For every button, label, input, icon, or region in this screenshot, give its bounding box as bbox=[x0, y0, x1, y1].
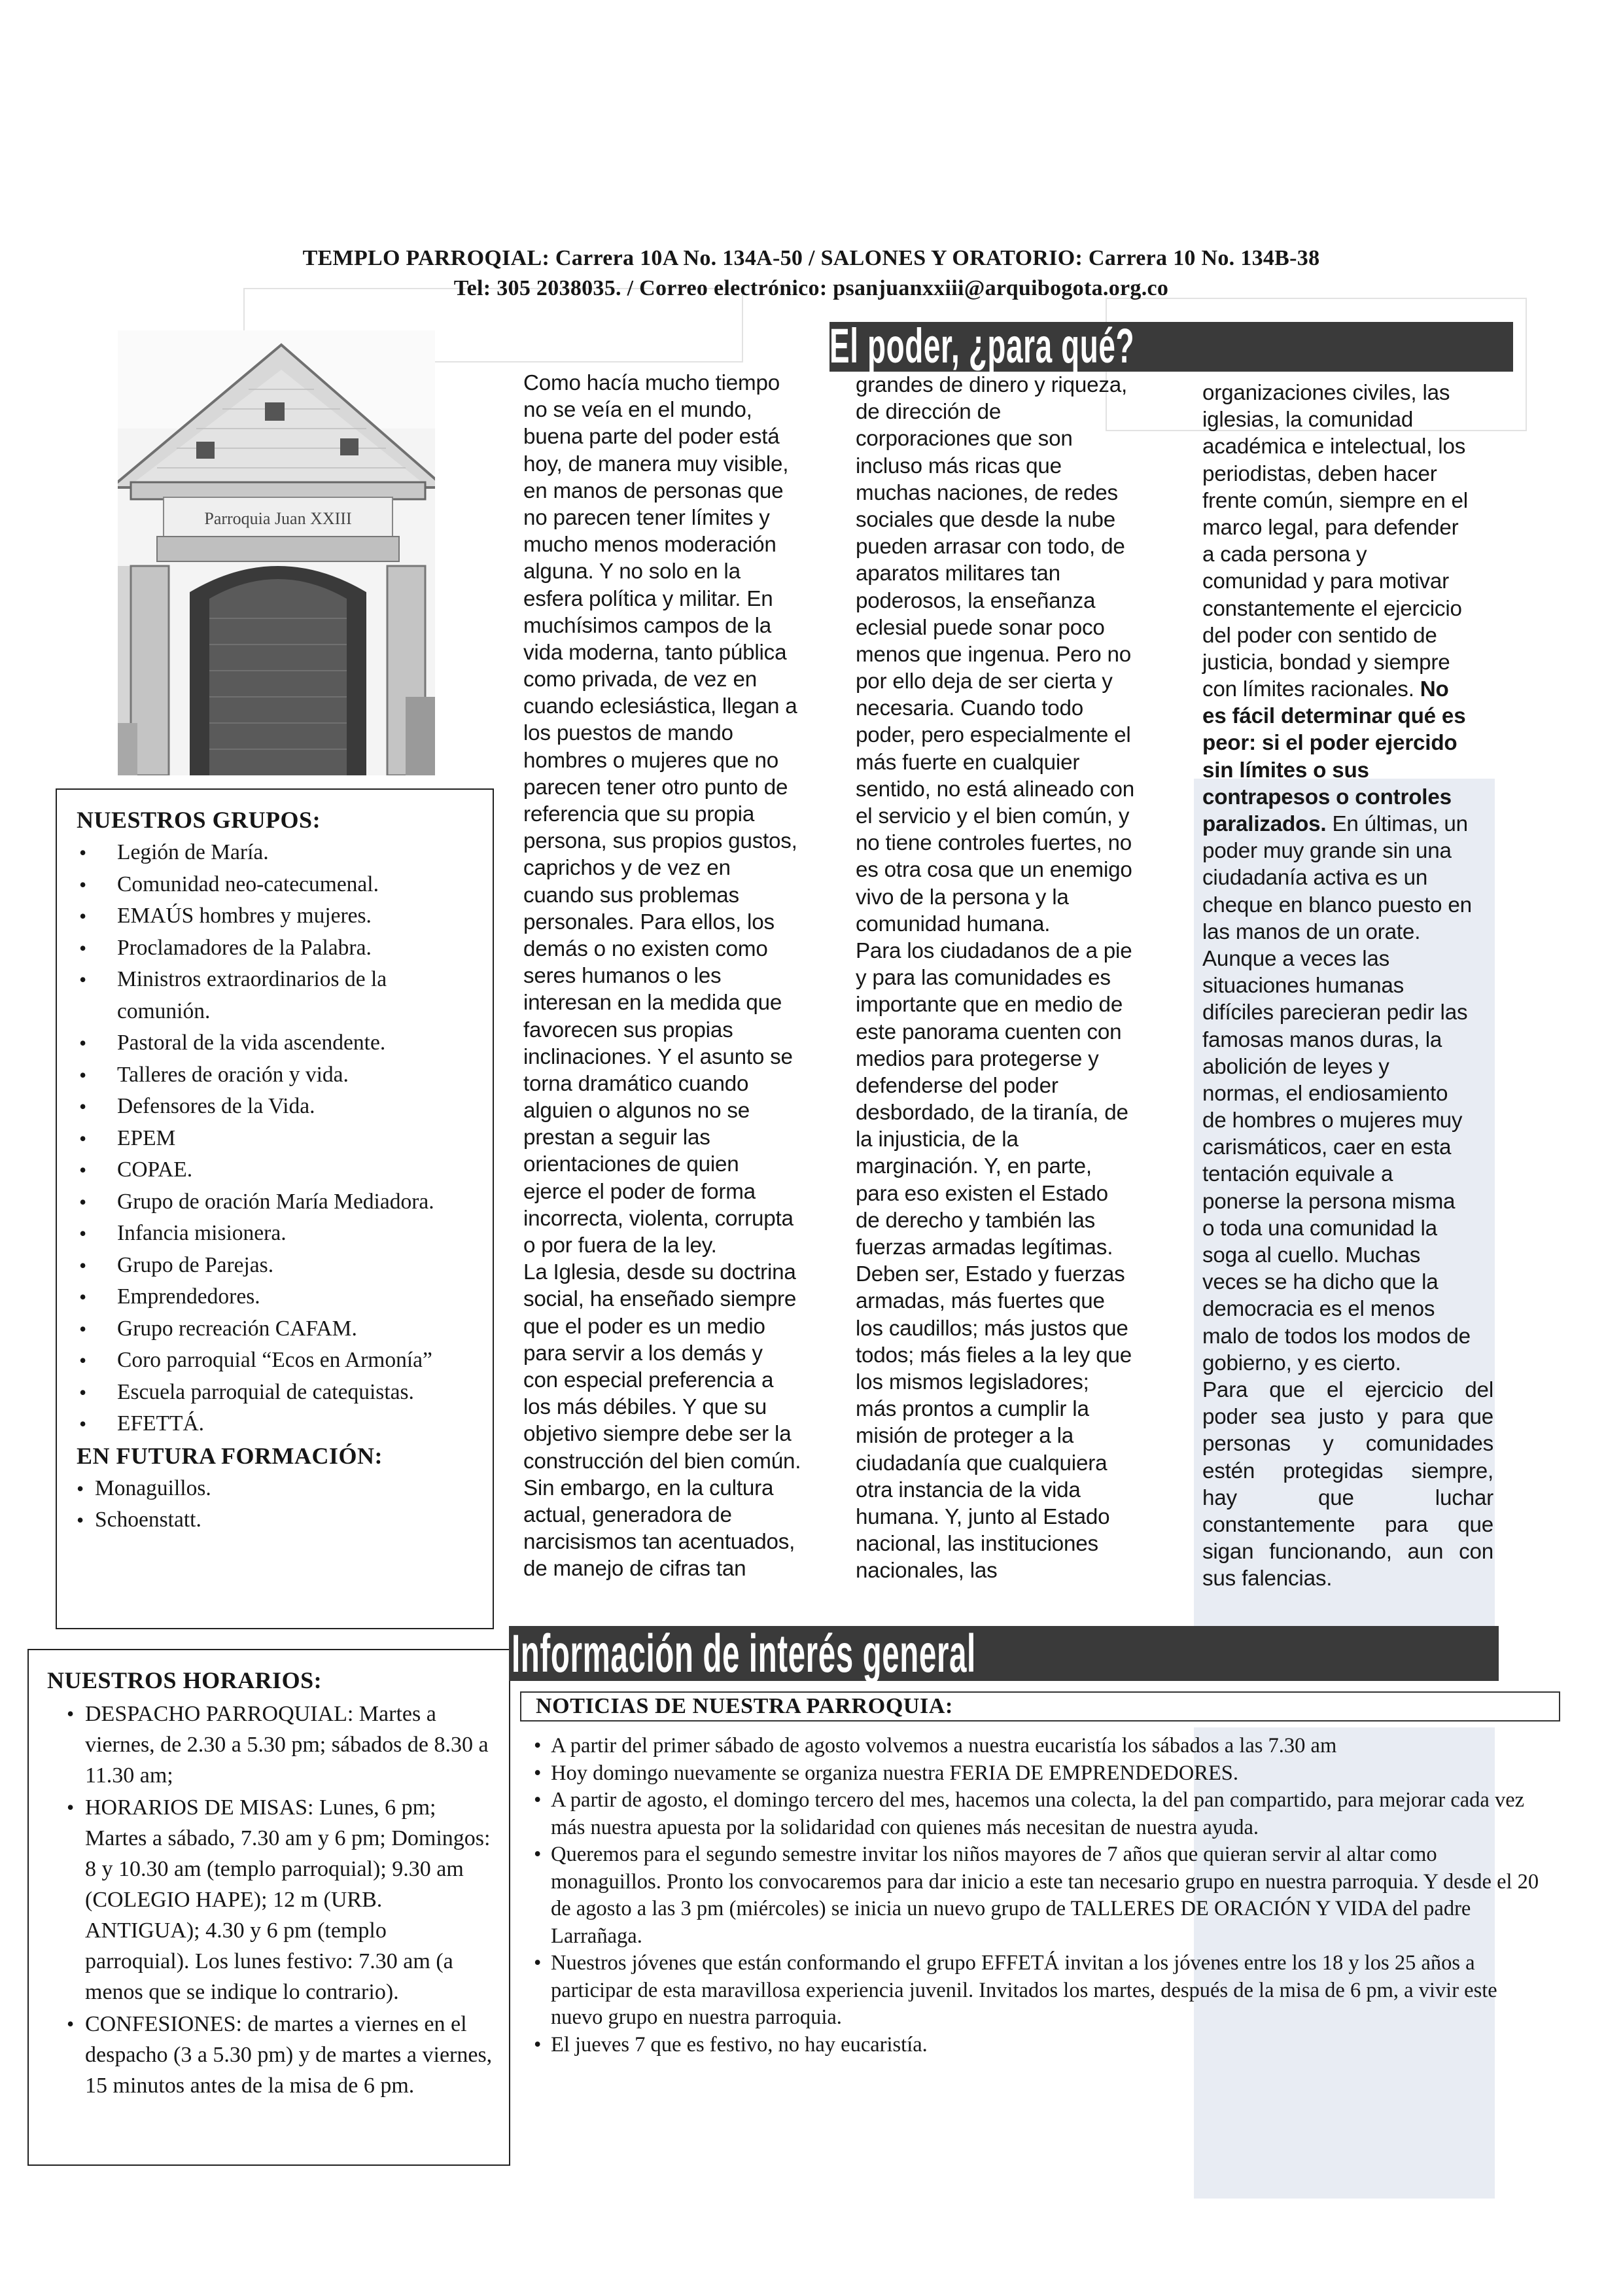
article-line: Para los ciudadanos de a pie bbox=[856, 938, 1132, 963]
article-line: objetivo siempre debe ser la bbox=[523, 1422, 792, 1447]
future-groups-list bbox=[77, 1473, 481, 1536]
article-line: vivo de la persona y la bbox=[856, 885, 1069, 910]
group-item: • Grupo recreación CAFAM. bbox=[77, 1313, 481, 1345]
article-line: situaciones humanas bbox=[1202, 974, 1404, 998]
article-line: aparatos militares tan bbox=[856, 561, 1060, 586]
article-line: malo de todos los modos de bbox=[1202, 1324, 1471, 1349]
article-line: incorrecta, violenta, corrupta bbox=[523, 1206, 794, 1231]
schedule-item: • HORARIOS DE MISAS: Lunes, 6 pm; Martes a sábado, 7.30 am y 6 pm; Domingos: 8 y 10.30 am (templo parroquial); 9.30 am (COLEGIO HAPE); 12 m (URB. ANTIGUA); 4.30 y 6 pm (templo parroquial). Los lunes festivo: 7.30 am (a menos que se indique lo contrario). bbox=[47, 1792, 496, 2007]
group-item: • Pastoral de la vida ascendente. bbox=[77, 1027, 481, 1059]
article-line: nacionales, las bbox=[856, 1559, 998, 1583]
article-line: menos que ingenua. Pero no bbox=[856, 642, 1132, 667]
article-line: comunidad humana. bbox=[856, 911, 1051, 936]
article-line: abolición de leyes y bbox=[1202, 1054, 1389, 1079]
article-line: ciudadanía activa es un bbox=[1202, 866, 1428, 891]
article-line: pueden arrasar con todo, de bbox=[856, 535, 1125, 559]
article-line: sus falencias. bbox=[1202, 1566, 1333, 1591]
article-line: eclesial puede sonar poco bbox=[856, 615, 1105, 640]
news-title: NOTICIAS DE NUESTRA PARROQUIA: bbox=[520, 1691, 1560, 1722]
article-line: más fuerte en cualquier bbox=[856, 750, 1080, 775]
article-line: ciudadanía que cualquiera bbox=[856, 1451, 1108, 1475]
group-item: • Legión de María. bbox=[77, 837, 481, 869]
article-line: es otra cosa que un enemigo bbox=[856, 858, 1132, 883]
group-item: • Ministros extraordinarios de la comunión. bbox=[77, 964, 481, 1027]
col3-mixed-line-2 bbox=[1202, 811, 1493, 838]
article-line: corporaciones que son bbox=[856, 427, 1073, 451]
group-item: • Grupo de oración María Mediadora. bbox=[77, 1186, 481, 1218]
article-line: ejerce el poder de forma bbox=[523, 1179, 756, 1204]
article-line: referencia que su propia bbox=[523, 802, 755, 826]
article-line: justicia, bondad y siempre bbox=[1202, 650, 1450, 675]
news-item: • A partir de agosto, el domingo tercero del mes, hacemos una colecta, la del pan compartido, para mejorar cada vez más nuestra apuesta por la solidaridad con quienes más necesitan de nuestra ayuda. bbox=[531, 1787, 1552, 1841]
article-line: de manejo de cifras tan bbox=[523, 1557, 746, 1581]
article-line: poder sea justo y para que bbox=[1202, 1405, 1493, 1430]
church-sign-text: Parroquia Juan XXIII bbox=[204, 509, 352, 528]
article-line: veces se ha dicho que la bbox=[1202, 1270, 1439, 1295]
group-item: • EMAÚS hombres y mujeres. bbox=[77, 900, 481, 932]
hours-list bbox=[47, 1699, 496, 2101]
article-line: de hombres o mujeres muy bbox=[1202, 1108, 1463, 1133]
article-bold-line: contrapesos o controles bbox=[1202, 785, 1452, 809]
group-item: • Comunidad neo-catecumenal. bbox=[77, 869, 481, 901]
group-item: • Talleres de oración y vida. bbox=[77, 1059, 481, 1091]
future-group-item: • Schoenstatt. bbox=[77, 1504, 481, 1536]
article-line: todos; más fieles a la ley que bbox=[856, 1343, 1132, 1368]
article-line: armadas, más fuertes que bbox=[856, 1289, 1105, 1314]
article-line: periodistas, deben hacer bbox=[1202, 461, 1437, 486]
groups-title: NUESTROS GRUPOS: bbox=[77, 807, 321, 833]
article-line: otra instancia de la vida bbox=[856, 1477, 1081, 1502]
article-line: los más débiles. Y que su bbox=[523, 1395, 767, 1420]
info-title: Información de interés general bbox=[512, 1624, 976, 1684]
article-line: alguna. Y no solo en la bbox=[523, 559, 741, 584]
article-line: del poder con sentido de bbox=[1202, 623, 1437, 648]
article-line: demás o no existen como bbox=[523, 936, 768, 961]
article-line: para eso existen el Estado bbox=[856, 1181, 1108, 1206]
group-item: • Coro parroquial “Ecos en Armonía” bbox=[77, 1345, 481, 1377]
article-line: parecen tener otro punto de bbox=[523, 775, 788, 800]
article-line: persona, sus propios gustos, bbox=[523, 829, 797, 854]
article-line: incluso más ricas que bbox=[856, 453, 1062, 478]
hours-title: NUESTROS HORARIOS: bbox=[47, 1667, 323, 1693]
article-line: de dirección de bbox=[856, 400, 1002, 425]
article-line: la injusticia, de la bbox=[856, 1127, 1019, 1152]
article-line: en manos de personas que bbox=[523, 478, 784, 503]
article-line: comunidad y para motivar bbox=[1202, 569, 1450, 594]
article-line: académica e intelectual, los bbox=[1202, 434, 1466, 459]
article-line: desbordado, de la tiranía, de bbox=[856, 1101, 1128, 1125]
article-line: de derecho y también las bbox=[856, 1208, 1096, 1233]
article-line: famosas manos duras, la bbox=[1202, 1027, 1442, 1052]
article-line: seres humanos o les bbox=[523, 964, 722, 989]
article-line: los mismos legisladores; bbox=[856, 1369, 1089, 1394]
group-item: • Escuela parroquial de catequistas. bbox=[77, 1377, 481, 1409]
group-item: • COPAE. bbox=[77, 1154, 481, 1186]
col3-text: En últimas, un bbox=[1326, 812, 1468, 836]
article-line: difíciles parecieran pedir las bbox=[1202, 1000, 1468, 1025]
article-line: para servir a los demás y bbox=[523, 1341, 763, 1366]
group-item: • Proclamadores de la Palabra. bbox=[77, 932, 481, 964]
article-line: o por fuera de la ley. bbox=[523, 1233, 717, 1258]
article-line: hay que luchar bbox=[1202, 1485, 1493, 1510]
article-line: los caudillos; más justos que bbox=[856, 1316, 1128, 1341]
article-line: o toda una comunidad la bbox=[1202, 1216, 1437, 1241]
article-line: esfera política y militar. En bbox=[523, 586, 773, 611]
article-line: Como hacía mucho tiempo bbox=[523, 371, 780, 395]
article-line: hoy, de manera muy visible, bbox=[523, 451, 789, 476]
article-line: medios para protegerse y bbox=[856, 1046, 1099, 1071]
article-line: que el poder es un medio bbox=[523, 1314, 765, 1339]
groups-list bbox=[77, 837, 481, 1440]
hours-box bbox=[27, 1649, 510, 2166]
article-line: más prontos a cumplir la bbox=[856, 1397, 1089, 1422]
article-line: nacional, las instituciones bbox=[856, 1532, 1098, 1557]
col3-intro bbox=[1202, 380, 1493, 676]
news-item: • Hoy domingo nuevamente se organiza nuestra FERIA DE EMPRENDEDORES. bbox=[531, 1760, 1552, 1788]
article-line: hombres o mujeres que no bbox=[523, 748, 778, 773]
article-line: Sin embargo, en la cultura bbox=[523, 1475, 774, 1500]
article-column-2 bbox=[856, 372, 1134, 1584]
article-line: interesan en la medida que bbox=[523, 991, 782, 1016]
article-line: favorecen sus propias bbox=[523, 1017, 733, 1042]
col3-bold-block bbox=[1202, 703, 1493, 811]
article-bold-line: sin límites o sus bbox=[1202, 758, 1369, 783]
col3-bold-text: paralizados. bbox=[1202, 812, 1327, 836]
group-item: • Infancia misionera. bbox=[77, 1218, 481, 1250]
article-line: no se veía en el mundo, bbox=[523, 398, 752, 423]
article-line: ponerse la persona misma bbox=[1202, 1189, 1456, 1214]
article-line: cheque en blanco puesto en bbox=[1202, 892, 1472, 917]
article-bold-line: es fácil determinar qué es bbox=[1202, 704, 1466, 729]
col3-text: con límites racionales. bbox=[1202, 677, 1420, 702]
news-item: • A partir del primer sábado de agosto volvemos a nuestra eucaristía los sábados a las 7.30 am bbox=[531, 1733, 1552, 1760]
church-photo bbox=[118, 330, 435, 775]
col3-bold-text: No bbox=[1420, 677, 1449, 702]
schedule-item: • DESPACHO PARROQUIAL: Martes a viernes, de 2.30 a 5.30 pm; sábados de 8.30 a 11.30 am; bbox=[47, 1699, 496, 1791]
article-line: muchísimos campos de la bbox=[523, 613, 772, 638]
article-title: El poder, ¿para qué? bbox=[829, 319, 1135, 373]
article-line: el servicio y el bien común, y bbox=[856, 804, 1130, 828]
article-title-banner bbox=[829, 319, 1513, 373]
article-line: alguien o algunos no se bbox=[523, 1099, 750, 1123]
article-line: muchas naciones, de redes bbox=[856, 480, 1118, 505]
article-line: tentación equivale a bbox=[1202, 1162, 1393, 1187]
article-column-3 bbox=[1202, 380, 1493, 1592]
article-line: vida moderna, tanto pública bbox=[523, 640, 787, 665]
article-line: caprichos y de vez en bbox=[523, 856, 731, 881]
col3-mixed-line-1 bbox=[1202, 676, 1493, 703]
parish-address: TEMPLO PARROQIAL: Carrera 10A No. 134A-50 / SALONES Y ORATORIO: Carrera 10 No. 134B-38 bbox=[302, 246, 1320, 270]
article-line: inclinaciones. Y el asunto se bbox=[523, 1044, 793, 1069]
article-line: social, ha enseñado siempre bbox=[523, 1287, 797, 1312]
article-line: a cada persona y bbox=[1202, 542, 1367, 567]
article-line: importante que en medio de bbox=[856, 993, 1123, 1017]
group-item: • EFETTÁ. bbox=[77, 1408, 481, 1440]
article-line: este panorama cuenten con bbox=[856, 1019, 1122, 1044]
article-line: no tiene controles fuertes, no bbox=[856, 831, 1132, 856]
col3-closing bbox=[1202, 1377, 1493, 1593]
article-bold-line: peor: si el poder ejercido bbox=[1202, 731, 1457, 756]
article-line: democracia es el menos bbox=[1202, 1297, 1435, 1322]
article-line: personas y comunidades bbox=[1202, 1432, 1493, 1457]
future-groups-title: EN FUTURA FORMACIÓN: bbox=[77, 1442, 383, 1469]
news-item: • Nuestros jóvenes que están conformando el grupo EFFETÁ invitan a los jóvenes entre los 18 y los 25 años a participar de esta maravillosa experiencia juvenil. Invitados los martes, después de la misa de 6 pm, a vivir este nuevo grupo en nuestra parroquia. bbox=[531, 1950, 1552, 2032]
article-line: poder, pero especialmente el bbox=[856, 723, 1131, 748]
article-line: constantemente el ejercicio bbox=[1202, 596, 1462, 621]
group-item: • EPEM bbox=[77, 1123, 481, 1155]
article-line: cuando eclesiástica, llegan a bbox=[523, 694, 797, 719]
article-line: frente común, siempre en el bbox=[1202, 488, 1468, 513]
article-line: por ello deja de ser cierta y bbox=[856, 669, 1113, 694]
article-line: fuerzas armadas legítimas. bbox=[856, 1235, 1113, 1260]
article-line: y para las comunidades es bbox=[856, 966, 1111, 991]
article-line: organizaciones civiles, las bbox=[1202, 381, 1450, 405]
article-line: personales. Para ellos, los bbox=[523, 910, 775, 934]
article-line: como privada, de vez en bbox=[523, 667, 757, 692]
article-line: construcción del bien común. bbox=[523, 1449, 801, 1474]
info-title-banner bbox=[509, 1624, 1499, 1684]
article-line: cuando sus problemas bbox=[523, 883, 739, 908]
article-line: no parecen tener límites y bbox=[523, 505, 770, 530]
article-line: poderosos, la enseñanza bbox=[856, 588, 1096, 613]
article-line: torna dramático cuando bbox=[523, 1071, 749, 1096]
article-line: estén protegidas siempre, bbox=[1202, 1458, 1493, 1483]
article-line: narcisismos tan acentuados, bbox=[523, 1530, 795, 1555]
parish-header bbox=[92, 243, 1531, 304]
article-line: grandes de dinero y riqueza, bbox=[856, 373, 1128, 397]
article-line: Para que el ejercicio del bbox=[1202, 1377, 1493, 1402]
groups-box bbox=[56, 788, 494, 1629]
article-line: La Iglesia, desde su doctrina bbox=[523, 1260, 796, 1285]
article-line: buena parte del poder está bbox=[523, 425, 780, 450]
article-line: soga al cuello. Muchas bbox=[1202, 1243, 1421, 1267]
article-line: orientaciones de quien bbox=[523, 1152, 739, 1177]
article-column-1 bbox=[523, 370, 801, 1582]
article-line: sigan funcionando, aun con bbox=[1202, 1540, 1493, 1564]
article-line: iglesias, la comunidad bbox=[1202, 408, 1414, 433]
article-line: mucho menos moderación bbox=[523, 533, 777, 557]
article-line: defenderse del poder bbox=[856, 1073, 1058, 1098]
article-line: las manos de un orate. bbox=[1202, 919, 1421, 944]
article-line: humana. Y, junto al Estado bbox=[856, 1504, 1110, 1529]
article-line: Deben ser, Estado y fuerzas bbox=[856, 1262, 1125, 1287]
article-line: actual, generadora de bbox=[523, 1502, 732, 1527]
col3-body bbox=[1202, 838, 1493, 1377]
article-line: normas, el endiosamiento bbox=[1202, 1081, 1448, 1106]
future-group-item: • Monaguillos. bbox=[77, 1473, 481, 1505]
article-line: con especial preferencia a bbox=[523, 1368, 774, 1392]
article-line: prestan a seguir las bbox=[523, 1125, 710, 1150]
article-line: marginación. Y, en parte, bbox=[856, 1154, 1092, 1179]
group-item: • Emprendedores. bbox=[77, 1281, 481, 1313]
article-line: gobierno, y es cierto. bbox=[1202, 1351, 1401, 1375]
news-item: • El jueves 7 que es festivo, no hay eucaristía. bbox=[531, 2032, 1552, 2059]
article-line: constantemente para que bbox=[1202, 1512, 1493, 1537]
article-line: sociales que desde la nube bbox=[856, 507, 1116, 532]
group-item: • Defensores de la Vida. bbox=[77, 1091, 481, 1123]
article-line: marco legal, para defender bbox=[1202, 515, 1459, 540]
parish-contact: Tel: 305 2038035. / Correo electrónico: psanjuanxxiii@arquibogota.org.co bbox=[453, 276, 1169, 300]
news-item: • Queremos para el segundo semestre invitar los niños mayores de 7 años que quieran servir al altar como monaguillos. Pronto los convocaremos para dar inicio a este tan necesario grupo en nuestra parroquia. Y desde el 20 de agosto a las 3 pm (miércoles) se inicia un nuevo grupo de TALLERES DE ORACIÓN Y VIDA del padre Larrañaga. bbox=[531, 1841, 1552, 1950]
article-line: los puestos de mando bbox=[523, 721, 733, 746]
news-list bbox=[531, 1733, 1552, 2058]
article-line: misión de proteger a la bbox=[856, 1424, 1073, 1449]
article-line: necesaria. Cuando todo bbox=[856, 696, 1084, 721]
group-item: • Grupo de Parejas. bbox=[77, 1250, 481, 1282]
schedule-item: • CONFESIONES: de martes a viernes en el despacho (3 a 5.30 pm) y de martes a viernes, 15 minutos antes de la misa de 6 pm. bbox=[47, 2009, 496, 2101]
article-line: Aunque a veces las bbox=[1202, 946, 1390, 971]
article-line: sentido, no está alineado con bbox=[856, 777, 1134, 802]
article-line: poder muy grande sin una bbox=[1202, 839, 1452, 864]
article-line: carismáticos, caer en esta bbox=[1202, 1135, 1452, 1160]
